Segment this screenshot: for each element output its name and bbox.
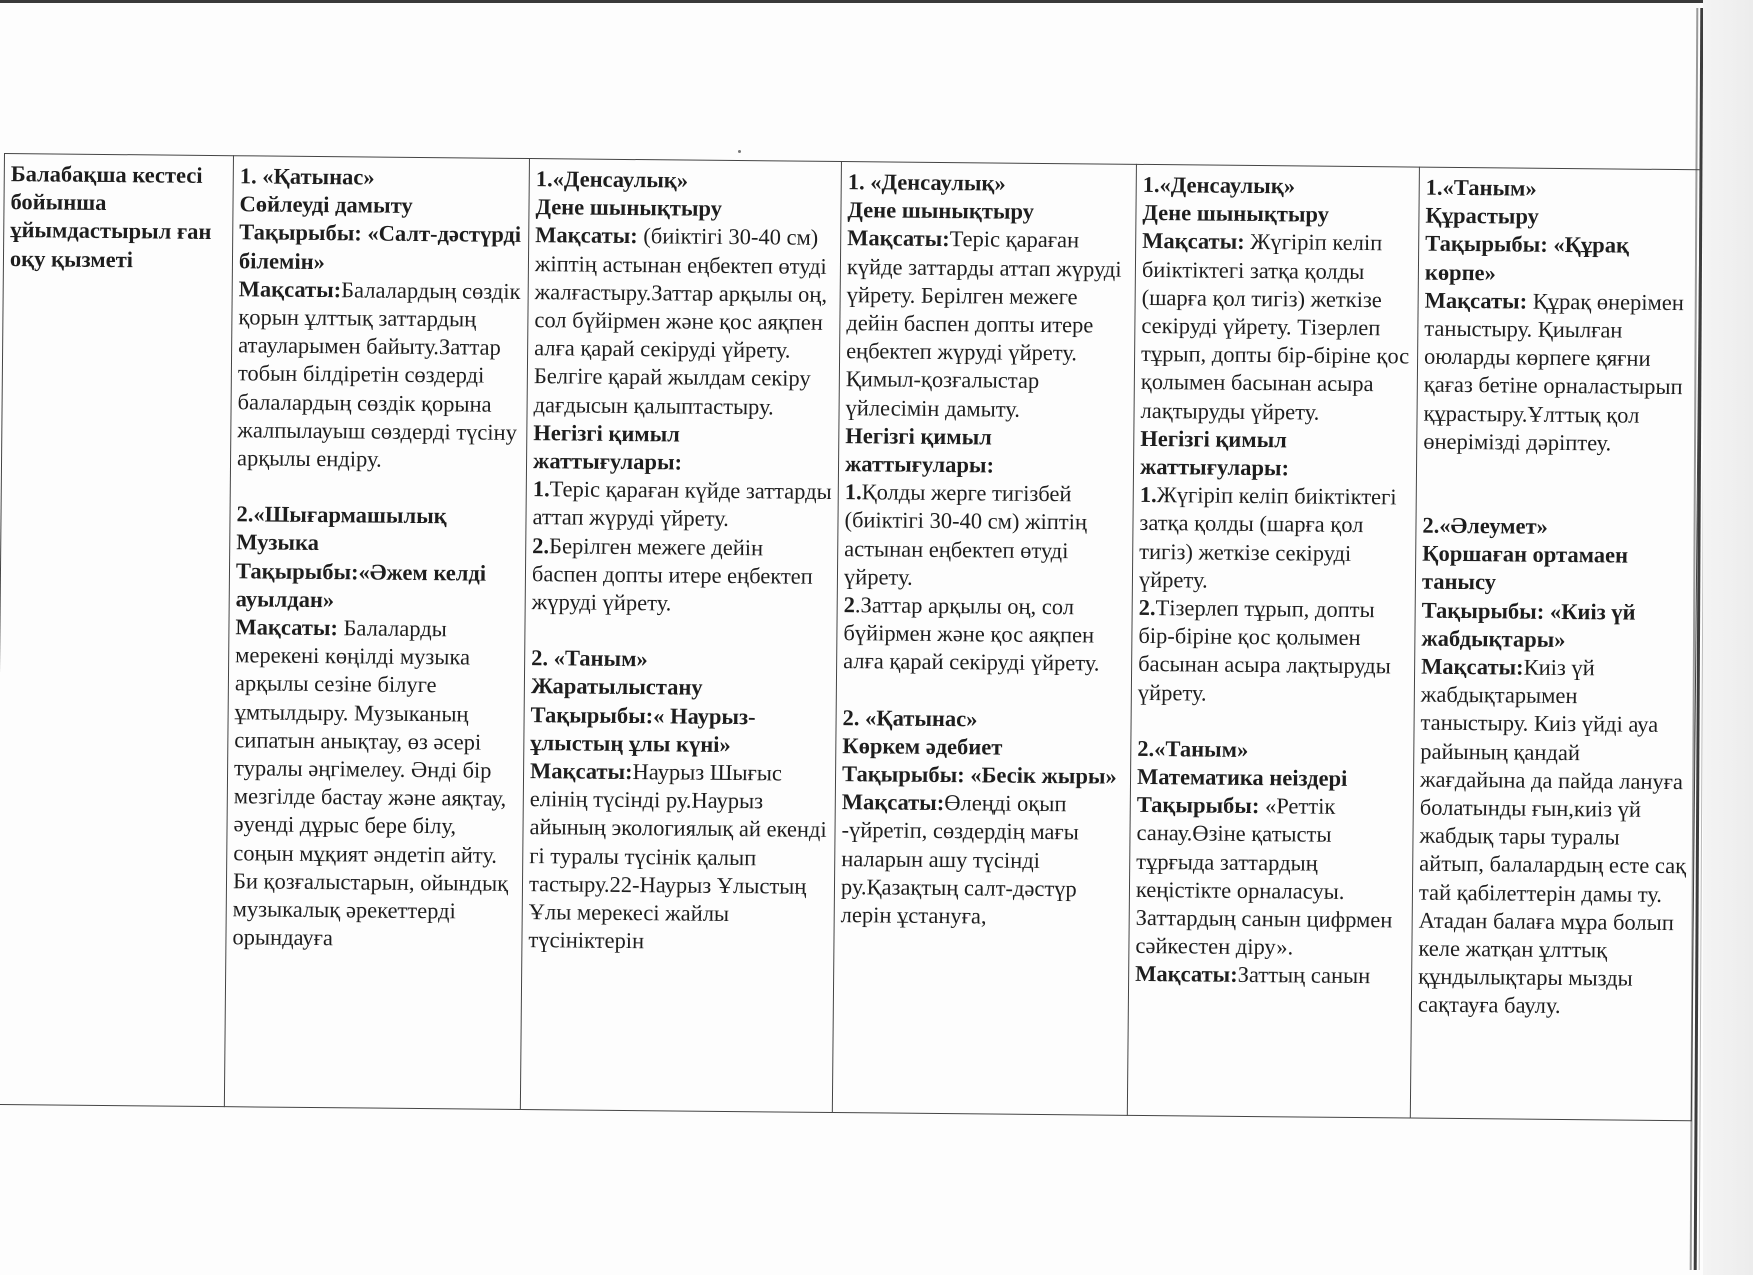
activity-subject: Дене шынықтыру (1142, 200, 1330, 227)
exercise-number: 2. (532, 532, 550, 558)
spacer (531, 616, 832, 647)
activity-area: 2. «Қатынас» (842, 704, 978, 732)
goal-label: Мақсаты: (529, 758, 633, 785)
activity-subject: Көркем әдебиет (842, 732, 1003, 760)
activity-area: 1.«Денсаулық» (1142, 171, 1296, 199)
activity-goal (841, 788, 1126, 932)
goal-label: Мақсаты: (1421, 653, 1524, 680)
activity-topic (842, 760, 1126, 791)
exercise-text: Тізерлеп тұрып, допты бір-біріне қос қолымен басынан асыра лақтыруды үйрету. (1137, 595, 1391, 706)
row-header-cell (0, 154, 233, 1107)
topic-text: «Әжем келді ауылдан» (235, 559, 487, 613)
exercise-item (843, 591, 1128, 678)
activity-topic (530, 701, 832, 760)
activity-topic (236, 557, 522, 616)
activity-goal (1418, 653, 1692, 1022)
activity-topic (239, 219, 525, 278)
activity-subject: Жаратылыстану (530, 673, 703, 701)
lesson-plan-table (0, 153, 1701, 1121)
topic-text: «Салт-дәстүрді білемін» (238, 220, 522, 274)
goal-text: Заттың санын (1237, 962, 1371, 989)
topic-label: Тақырыбы: (1136, 792, 1260, 819)
activity-area: 1.«Таным» (1425, 174, 1537, 201)
activity-subject: Дене шынықтыру (847, 197, 1035, 225)
topic-label: Тақырыбы: (841, 761, 965, 788)
exercise-text: Теріс қараған күйде заттарды аттап жүруді үйрету. (532, 476, 832, 532)
day-cell-3 (832, 162, 1136, 1116)
topic-label: Тақырыбы: (1425, 231, 1548, 258)
topic-label: Тақырыбы: (1421, 597, 1545, 624)
activity-topic (1135, 791, 1409, 963)
exercise-text: Берілген межеге дейін баспен допты итере еңбектеп жүруді үйрету. (531, 532, 813, 616)
exercise-item (1138, 594, 1411, 709)
exercise-item (844, 478, 1129, 594)
lesson-plan-table-wrapper (0, 153, 1701, 1121)
goal-text: Теріс қараған күйде заттарды аттап жүруді үйрету. Берілген межеге дейін баспен допты итере еңбектеп жүруді үйрету. Қимыл-қозғалыстар үйлесімін дамыту. (845, 226, 1122, 422)
activity-area: 2.«Шығармашылық (236, 501, 447, 529)
activity-goal (232, 613, 520, 954)
goal-label: Мақсаты: (1135, 961, 1238, 988)
topic-label: Тақырыбы: (530, 701, 654, 728)
exercise-item (1139, 481, 1412, 596)
activity-area: 1. «Қатынас» (239, 163, 375, 190)
activity-area: 2.«Әлеумет» (1422, 512, 1548, 539)
activity-subject: Сөйлеуді дамыту (239, 191, 413, 219)
scan-dust-mark (738, 150, 741, 153)
exercise-number: 1. (1139, 482, 1157, 508)
exercise-number: 2 (843, 592, 856, 618)
activity-goal (1423, 286, 1695, 458)
exercise-number: 1. (532, 476, 550, 502)
topic-label: Тақырыбы: (235, 557, 359, 585)
exercise-number: 1. (844, 479, 862, 505)
activity-subject: Құрастыру (1425, 202, 1539, 229)
topic-label: Тақырыбы: (239, 219, 362, 246)
goal-text: Киіз үй жабдықтарымен таныстыру. Киіз үйді ауа райының қандай жағдайына да пайда лануға болатынды ғын,киіз үй жабдық тары туралы айтып, балалардың есте сақ тай қабілеттерін дамы ту. Атадан балаға мұра болып келе жатқан ұлттық құндылықтары мызды сақтауға баулу. (1417, 654, 1687, 1019)
topic-text: «Реттік санау.Өзіне қатысты тұрғыда заттардың кеңістікте орналасуы. Заттардың санын цифрмен сәйкестен діру». (1135, 793, 1393, 960)
activity-subject: Дене шынықтыру (535, 194, 723, 222)
exercises-label: Негізгі қимыл жаттығулары: (1139, 425, 1290, 481)
spacer (1423, 456, 1694, 515)
topic-text: «Киіз үй жабдықтары» (1421, 598, 1636, 652)
exercise-item (532, 532, 834, 619)
exercise-text: .Заттар арқылы оң, сол бүйірмен және қос аяқпен алға қарай секіруді үйрету. (843, 592, 1100, 676)
activity-area: 1.«Денсаулық» (535, 166, 689, 193)
goal-text: Жүгіріп келіп биіктіктегі затқа қолды (шарға қол тигіз) жеткізе секіруді үйрету. Тізерлеп тұрып, допты бір-біріне қос қолымен басынан асыра лақтыруды үйрету. (1140, 229, 1410, 425)
day-cell-5 (1410, 167, 1700, 1121)
topic-text: «Бесік жыры» (964, 762, 1117, 789)
activity-goal (845, 225, 1131, 425)
day-cell-2 (520, 159, 841, 1113)
topic-text: «Құрақ көрпе» (1424, 232, 1630, 285)
spacer (237, 472, 522, 503)
goal-label: Мақсаты: (841, 789, 945, 816)
goal-label: Мақсаты: (847, 225, 950, 252)
goal-label: Мақсаты: (1142, 228, 1245, 255)
activity-area: 1. «Денсаулық» (847, 169, 1006, 196)
activity-goal (533, 222, 836, 422)
activity-topic (1425, 230, 1696, 289)
row-header-text: Балабақша кестесі бойынша ұйымдастырыл ған оқу қызметі (9, 161, 212, 272)
goal-text: Балаларды мерекені көңілді музыка арқылы сезіне білуге ұмтылдыру. Музыканың сипатын анықтау, өз әсері туралы әңгімелеу. Әнді бір мезгілде бастау және аяқтау, әуенді дұрыс бере білу, соңын мұқият әндетіп айту. Би қозғалыстарын, ойындық музыкалық әрекеттерді орындауға (232, 615, 509, 951)
goal-label: Мақсаты: (535, 222, 638, 249)
activity-area: 2. «Таным» (531, 645, 648, 672)
activity-area: 2.«Таным» (1137, 735, 1249, 762)
scan-margin-shade (1703, 0, 1753, 1275)
goal-text: (биіктігі 30-40 см) жіптің астынан еңбектеп өтуді жалғастыру.Заттар арқылы оң, сол бүйірмен және қос аяқпен алға қарай секіруді үйрету. Белгіге қарай жылдам секіру дағдысын қалыптастыру. (533, 223, 828, 420)
goal-text: Өлеңді оқып -үйретіп, сөздердің мағы наларын ашу түсінді ру.Қазақтың салт-дәстүр лерін ұстануға, (840, 790, 1079, 929)
exercise-number: 2. (1138, 594, 1156, 621)
table-row (0, 154, 1700, 1121)
goal-label: Мақсаты: (235, 614, 339, 641)
activity-goal (1140, 227, 1414, 427)
activity-subject: Қоршаған ортамаен танысу (1421, 540, 1629, 595)
goal-label: Мақсаты: (238, 276, 342, 303)
goal-text: Наурыз Шығыс елінің түсінді ру.Наурыз айының экологиялық ай екенді гі туралы түсінік қалып тастыру.22-Наурыз Ұлыстың Ұлы мерекесі жайлы түсініктерін (528, 759, 827, 954)
day-cell-1 (224, 156, 529, 1110)
exercises-label: Негізгі қимыл жаттығулары: (844, 422, 995, 478)
exercise-text: Жүгіріп келіп биіктіктегі затқа қолды (шарға қол тигіз) жеткізе секіруді үйрету. (1138, 482, 1397, 593)
spacer (1137, 707, 1409, 738)
scan-top-edge (0, 0, 1753, 3)
activity-goal (528, 757, 831, 957)
activity-topic (1421, 596, 1692, 655)
goal-text: Балалардың сөздік қорын ұлттық заттардың атауларымен байыту.Заттар тобын білдіретін сөздерді балалардың сөздік қорына жалпылауыш сөздерді түсіну арқылы ендіру. (236, 277, 521, 472)
exercise-text: Қолды жерге тигізбей (биіктігі 30-40 см) жіптің астынан еңбектеп өтуді үйрету. (843, 479, 1088, 590)
activity-subject: Математика неіздері (1136, 763, 1348, 791)
spacer (843, 676, 1127, 707)
activity-goal (1135, 960, 1407, 991)
exercises-label: Негізгі қимыл жаттығулары: (532, 419, 683, 475)
activity-goal (237, 275, 524, 475)
topic-text: « Наурыз-ұлыстың ұлы күні» (530, 702, 756, 757)
day-cell-4 (1127, 164, 1419, 1118)
exercise-item (532, 475, 834, 534)
goal-label: Мақсаты: (1424, 287, 1528, 314)
activity-subject: Музыка (236, 529, 320, 556)
goal-text: Құрақ өнерімен таныстыру. Қиылған оюларды көрпеге қяғни қағаз бетіне орналастырып құрастыру.Ұлттық қол өнерімізді дәріптеу. (1423, 288, 1684, 456)
